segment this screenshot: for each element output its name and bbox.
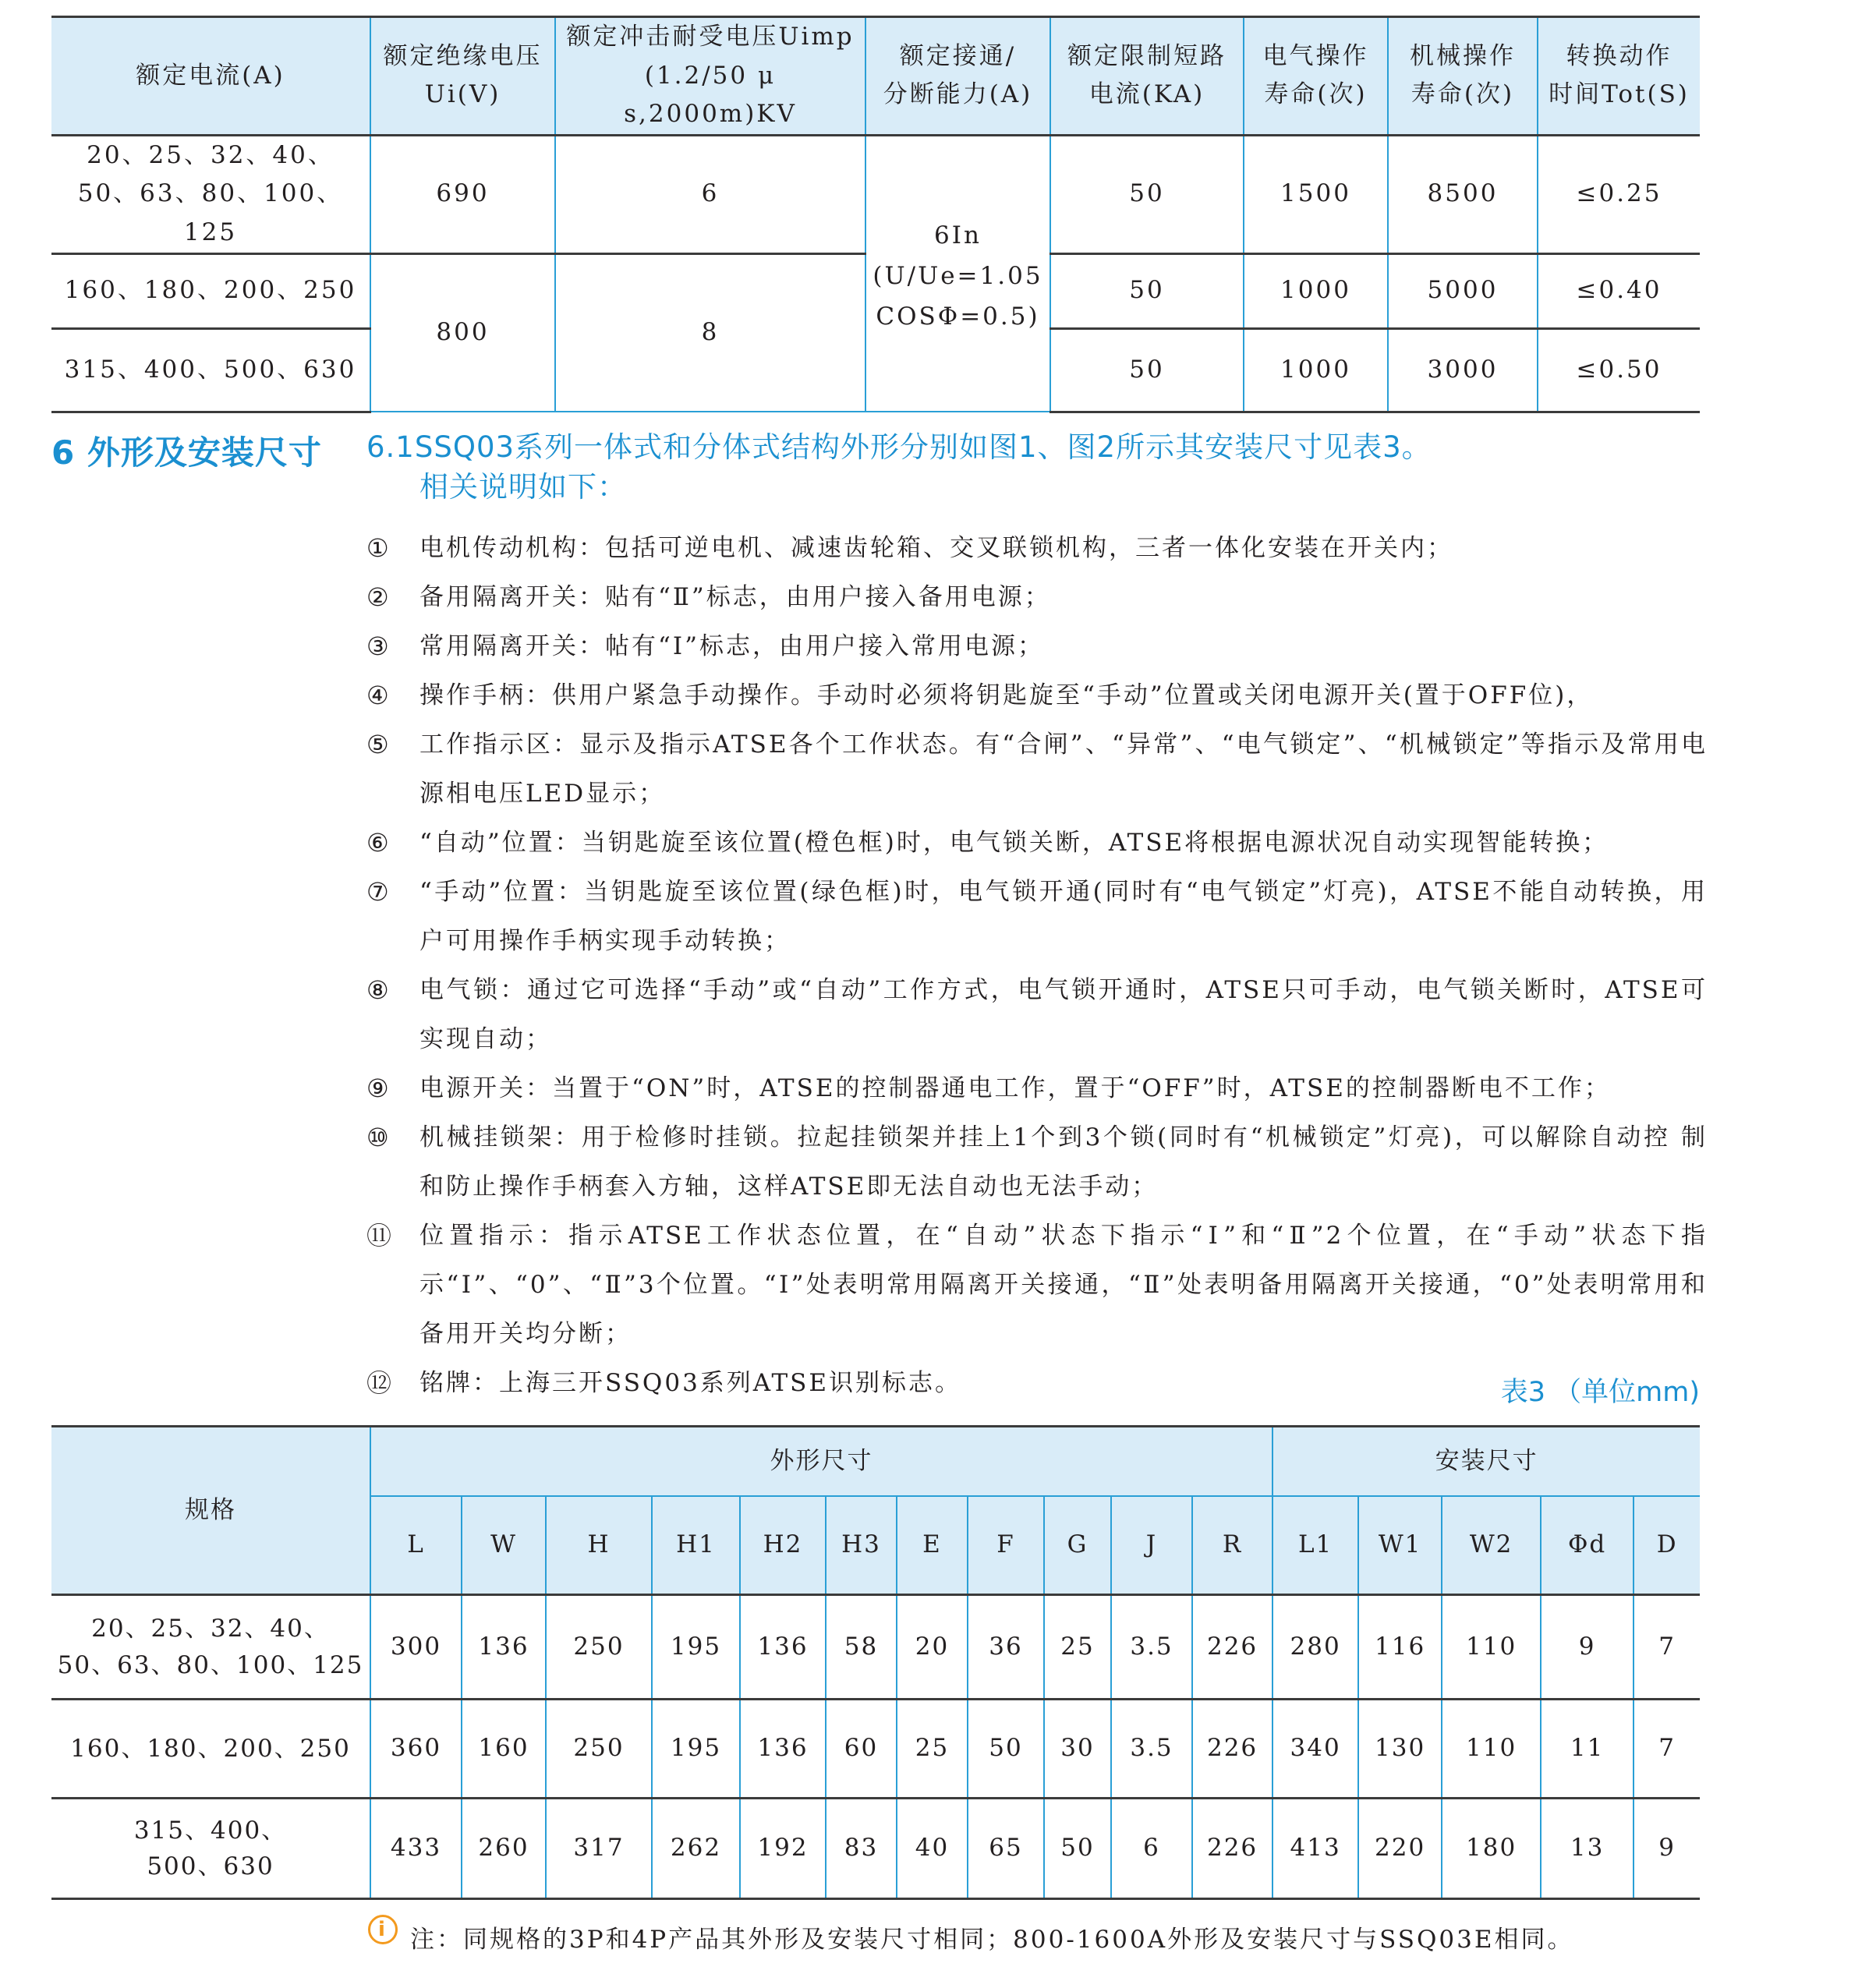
note-item: [366, 819, 1708, 868]
table-row: [51, 1700, 1700, 1799]
note-number: ⑧: [366, 975, 391, 1005]
cell-value: 116: [1358, 1595, 1442, 1700]
cell-value: 340: [1272, 1700, 1358, 1799]
dimension-group-header: [51, 1427, 1700, 1497]
note-number: ①: [366, 533, 391, 563]
note-text: 铭牌：上海三开SSQ03系列ATSE识别标志。: [419, 1369, 962, 1397]
spec-line: 20、25、32、40、: [91, 1615, 330, 1643]
note-item: [366, 1064, 1708, 1113]
header-breaking-capacity: 额定接通/ 分断能力(A): [865, 17, 1050, 136]
footnote: [368, 1919, 1574, 1954]
note-item: [366, 1212, 1708, 1359]
note-item: [366, 868, 1708, 966]
cell-current: 20、25、32、40、 50、63、80、100、125: [51, 135, 370, 253]
note-text: 电气锁：通过它可选择“手动”或“自动”工作方式，电气锁开通时，ATSE只可手动，电气锁关断时，ATSE可实现自动；: [419, 976, 1708, 1053]
cell-value: 280: [1272, 1595, 1358, 1700]
cell-value: 195: [652, 1700, 740, 1799]
note-text: 操作手柄：供用户紧急手动操作。手动时必须将钥匙旋至“手动”位置或关闭电源开关(置于OFF位)，: [419, 681, 1594, 709]
dimension-table: [51, 1425, 1700, 1900]
cell-transfer-time: ≤0.25: [1538, 135, 1700, 253]
column-header: G: [1044, 1496, 1111, 1595]
table-row: [51, 1595, 1700, 1700]
cell-mechanical-life: 3000: [1388, 328, 1538, 412]
column-header: W1: [1358, 1496, 1442, 1595]
cell-value: 317: [546, 1799, 652, 1899]
column-header: R: [1192, 1496, 1272, 1595]
column-header: H: [546, 1496, 652, 1595]
column-header: L1: [1272, 1496, 1358, 1595]
column-header: H2: [740, 1496, 826, 1595]
cell-value: 195: [652, 1595, 740, 1700]
cell-value: 11: [1541, 1700, 1634, 1799]
cell-transfer-time: ≤0.50: [1538, 328, 1700, 412]
cell-value: 7: [1634, 1700, 1700, 1799]
cell-ui: 800: [370, 253, 555, 412]
note-number: ②: [366, 582, 391, 612]
column-header: W: [462, 1496, 546, 1595]
cell-electrical-life: 1000: [1244, 328, 1388, 412]
cell-value: 60: [826, 1700, 897, 1799]
note-text: 常用隔离开关：帖有“Ⅰ”标志，由用户接入常用电源；: [419, 632, 1044, 660]
cell-value: 40: [897, 1799, 968, 1899]
cell-short-circuit: 50: [1050, 135, 1244, 253]
header-short-circuit: 额定限制短路 电流(KA): [1050, 17, 1244, 136]
cell-value: 13: [1541, 1799, 1634, 1899]
spec-line: 50、63、80、100、125: [57, 1650, 364, 1679]
header-outline-dimensions: 外形尺寸: [370, 1427, 1272, 1497]
cell-spec: [51, 1595, 370, 1700]
cell-value: 433: [370, 1799, 462, 1899]
cell-value: 192: [740, 1799, 826, 1899]
note-item: [366, 966, 1708, 1064]
header-transfer-time: 转换动作 时间Tot(S): [1538, 17, 1700, 136]
column-header: H3: [826, 1496, 897, 1595]
info-icon: i: [368, 1915, 398, 1944]
cell-value: 360: [370, 1700, 462, 1799]
cell-value: 83: [826, 1799, 897, 1899]
note-number: ③: [366, 631, 391, 661]
note-item: [366, 671, 1708, 720]
note-number: ⑥: [366, 828, 391, 858]
note-number: ⑩: [366, 1123, 391, 1152]
column-header: H1: [652, 1496, 740, 1595]
header-spec: 规格: [51, 1427, 370, 1595]
note-number: ⑨: [366, 1074, 391, 1103]
section-subtitle: 6.1SSQ03系列一体式和分体式结构外形分别如图1、图2所示其安装尺寸见表3。 相关说明如下：: [366, 430, 1432, 504]
cell-value: 36: [968, 1595, 1044, 1700]
rating-table-header: [51, 17, 1700, 136]
cell-value: 226: [1192, 1799, 1272, 1899]
header-insulation-voltage: 额定绝缘电压 Ui(V): [370, 17, 555, 136]
notes-list: [366, 524, 1708, 1408]
cell-short-circuit: 50: [1050, 328, 1244, 412]
cell-value: 136: [462, 1595, 546, 1700]
cell-breaking-capacity: 6In (U/Ue=1.05 COSΦ=0.5): [865, 135, 1050, 412]
header-impulse-voltage: 额定冲击耐受电压Uimp (1.2/50 μ s,2000m)KV: [555, 17, 865, 136]
cell-value: 110: [1442, 1700, 1541, 1799]
header-install-dimensions: 安装尺寸: [1272, 1427, 1700, 1497]
cell-mechanical-life: 8500: [1388, 135, 1538, 253]
cell-value: 7: [1634, 1595, 1700, 1700]
cell-uimp: 6: [555, 135, 865, 253]
note-text: 机械挂锁架：用于检修时挂锁。拉起挂锁架并挂上1个到3个锁(同时有“机械锁定”灯亮)，可以解除自动控 制和防止操作手柄套入方轴，这样ATSE即无法自动也无法手动；: [419, 1123, 1708, 1201]
cell-spec: [51, 1799, 370, 1899]
column-header: L: [370, 1496, 462, 1595]
column-header: J: [1111, 1496, 1192, 1595]
spec-line: 315、400、: [133, 1816, 288, 1845]
header-mechanical-life: 机械操作 寿命(次): [1388, 17, 1538, 136]
cell-short-circuit: 50: [1050, 253, 1244, 328]
cell-value: 9: [1541, 1595, 1634, 1700]
footnote-text: 注：同规格的3P和4P产品其外形及安装尺寸相同；800-1600A外形及安装尺寸与SSQ03E相同。: [410, 1926, 1574, 1954]
cell-value: 220: [1358, 1799, 1442, 1899]
column-header: F: [968, 1496, 1044, 1595]
cell-value: 9: [1634, 1799, 1700, 1899]
cell-transfer-time: ≤0.40: [1538, 253, 1700, 328]
note-number: ⑦: [366, 877, 391, 907]
note-item: [366, 720, 1708, 819]
cell-value: 3.5: [1111, 1700, 1192, 1799]
cell-current: 315、400、500、630: [51, 328, 370, 412]
cell-value: 136: [740, 1595, 826, 1700]
cell-value: 300: [370, 1595, 462, 1700]
cell-value: 413: [1272, 1799, 1358, 1899]
column-header: E: [897, 1496, 968, 1595]
note-item: [366, 622, 1708, 671]
spec-line: 160、180、200、250: [70, 1734, 351, 1763]
section-title: 6 外形及安装尺寸: [51, 433, 322, 472]
rating-table: [51, 16, 1700, 413]
column-header: D: [1634, 1496, 1700, 1595]
cell-electrical-life: 1500: [1244, 135, 1388, 253]
cell-value: 30: [1044, 1700, 1111, 1799]
column-header: Φd: [1541, 1496, 1634, 1595]
cell-value: 50: [1044, 1799, 1111, 1899]
cell-value: 180: [1442, 1799, 1541, 1899]
table3-caption: 表3 （单位mm): [1500, 1377, 1700, 1408]
cell-ui: 690: [370, 135, 555, 253]
cell-value: 65: [968, 1799, 1044, 1899]
cell-electrical-life: 1000: [1244, 253, 1388, 328]
note-text: 位置指示：指示ATSE工作状态位置，在“自动”状态下指示“Ⅰ”和“Ⅱ”2个位置，在“手动”状态下指示“Ⅰ”、“0”、“Ⅱ”3个位置。“Ⅰ”处表明常用隔离开关接通，“Ⅱ”处表明备用隔离开关接通，“0”处表明常用和备用开关均分断；: [419, 1222, 1708, 1348]
cell-value: 260: [462, 1799, 546, 1899]
cell-value: 226: [1192, 1700, 1272, 1799]
cell-value: 226: [1192, 1595, 1272, 1700]
cell-uimp: 8: [555, 253, 865, 412]
note-number: ⑪: [366, 1221, 395, 1251]
cell-value: 58: [826, 1595, 897, 1700]
note-number: ⑫: [366, 1368, 395, 1398]
cell-value: 50: [968, 1700, 1044, 1799]
note-item: [366, 573, 1708, 622]
cell-value: 160: [462, 1700, 546, 1799]
table-row: [51, 135, 1700, 253]
cell-spec: [51, 1700, 370, 1799]
note-text: “手动”位置：当钥匙旋至该位置(绿色框)时，电气锁开通(同时有“电气锁定”灯亮)，ATSE不能自动转换，用户可用操作手柄实现手动转换；: [419, 878, 1708, 955]
note-text: 工作指示区：显示及指示ATSE各个工作状态。有“合闸”、“异常”、“电气锁定”、“机械锁定”等指示及常用电源相电压LED显示；: [419, 730, 1708, 808]
cell-value: 136: [740, 1700, 826, 1799]
spec-line: 500、630: [147, 1852, 274, 1880]
cell-mechanical-life: 5000: [1388, 253, 1538, 328]
cell-value: 3.5: [1111, 1595, 1192, 1700]
note-text: “自动”位置：当钥匙旋至该位置(橙色框)时，电气锁关断，ATSE将根据电源状况自动实现智能转换；: [419, 829, 1609, 857]
header-rated-current: 额定电流(A): [51, 17, 370, 136]
cell-value: 20: [897, 1595, 968, 1700]
note-text: 电机传动机构：包括可逆电机、减速齿轮箱、交叉联锁机构，三者一体化安装在开关内；: [419, 534, 1453, 562]
cell-value: 25: [897, 1700, 968, 1799]
cell-value: 262: [652, 1799, 740, 1899]
cell-value: 110: [1442, 1595, 1541, 1700]
table-row: [51, 1799, 1700, 1899]
note-number: ⑤: [366, 730, 391, 759]
header-electrical-life: 电气操作 寿命(次): [1244, 17, 1388, 136]
column-header: W2: [1442, 1496, 1541, 1595]
cell-current: 160、180、200、250: [51, 253, 370, 328]
note-number: ④: [366, 681, 391, 710]
note-item: [366, 1113, 1708, 1212]
cell-value: 250: [546, 1700, 652, 1799]
cell-value: 6: [1111, 1799, 1192, 1899]
cell-value: 250: [546, 1595, 652, 1700]
cell-value: 130: [1358, 1700, 1442, 1799]
note-item: [366, 524, 1708, 573]
note-text: 电源开关：当置于“ON”时，ATSE的控制器通电工作，置于“OFF”时，ATSE的控制器断电不工作；: [419, 1074, 1611, 1102]
note-text: 备用隔离开关：贴有“Ⅱ”标志，由用户接入备用电源；: [419, 583, 1051, 611]
cell-value: 25: [1044, 1595, 1111, 1700]
